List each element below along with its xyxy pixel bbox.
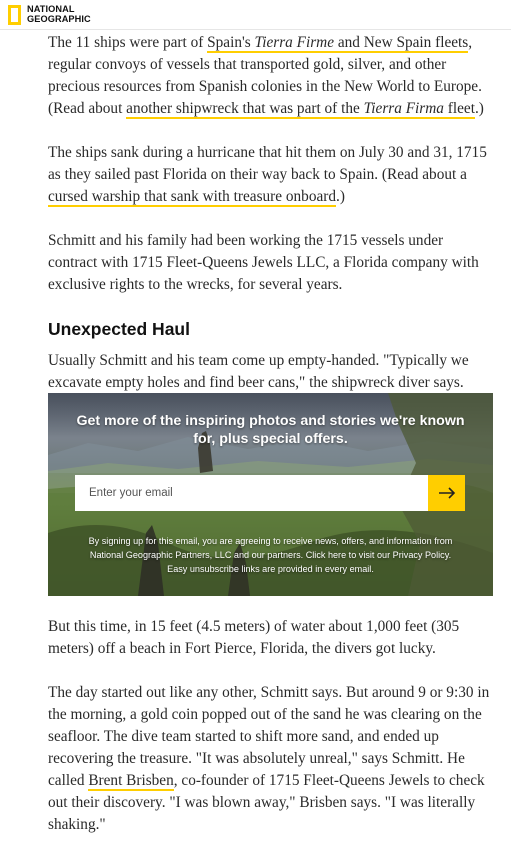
privacy-policy-link[interactable]: Privacy Policy [392, 550, 449, 560]
email-input[interactable] [75, 475, 428, 511]
section-heading: Unexpected Haul [48, 319, 190, 339]
text: , co-founder of 1715 Fleet-Queens Jewels to check out their discovery. "I was blown away," Brisben says. "I was literally shaking." [48, 772, 485, 833]
paragraph-fleets [48, 32, 491, 120]
link-text: fleet [443, 100, 475, 117]
text: By signing up for this email, you are agreeing to receive news, offers, and information from National Geographic Partners, LLC and our partners. Click here to visit our [88, 536, 453, 560]
link-spain-fleets[interactable] [207, 34, 468, 53]
text: The day started out like any other, Schmitt says. But around 9 or 9:30 in the morning, a gold coin popped out of the sand he was clearing on the seafloor. The dive team started to shift more sand, and ended up recovering the treasure. "It was absolutely unreal," says Schmitt. He called [48, 684, 490, 789]
link-text-italic: Tierra Firme [254, 34, 335, 51]
email-signup-form [75, 475, 465, 511]
logo-line-2: GEOGRAPHIC [27, 13, 91, 24]
paragraph-hurricane [48, 142, 491, 208]
link-text: another shipwreck that was part of the [126, 100, 364, 117]
newsletter-signup-promo [48, 393, 493, 596]
article-body-bottom [48, 616, 491, 858]
text: .) [336, 188, 345, 205]
link-brent-brisben[interactable]: Brent Brisben [88, 772, 174, 789]
yellow-border-icon [8, 5, 21, 25]
text: The 11 ships were part of [48, 34, 208, 51]
link-another-shipwreck[interactable] [126, 100, 475, 119]
promo-legal-text [88, 534, 453, 576]
logo-line-1: NATIONAL [27, 4, 75, 14]
link-cursed-warship[interactable]: cursed warship that sank with treasure onboard [48, 188, 337, 205]
text: The ships sank during a hurricane that hit them on July 30 and 31, 1715 as they sailed past Florida on their way back to Spain. (Read about a [48, 144, 487, 183]
paragraph-got-lucky: But this time, in 15 feet (4.5 meters) of water about 1,000 feet (305 meters) off a beach in Fort Pierce, Florida, the divers got lucky. [48, 618, 460, 657]
site-header [0, 0, 511, 30]
natgeo-logo[interactable] [8, 5, 91, 25]
paragraph-gold-coin [48, 682, 491, 836]
paragraph-empty-handed: Usually Schmitt and his team come up empty-handed. "Typically we excavate empty holes and find beer cans," the shipwreck diver says. [48, 352, 469, 391]
submit-email-button[interactable] [428, 475, 465, 511]
text: .) [474, 100, 484, 117]
paragraph-schmitt-family: Schmitt and his family had been working the 1715 vessels under contract with 1715 Fleet-Queens Jewels LLC, a Florida company with exclusive rights to the wrecks, for several years. [48, 232, 479, 293]
link-text: Spain's [207, 34, 255, 51]
promo-headline: Get more of the inspiring photos and stories we're known for, plus special offers. [76, 413, 465, 447]
logo-wordmark [27, 5, 91, 24]
text: , regular convoys of vessels that transported gold, silver, and other precious resources from Spanish colonies in the New World to Europe. (Read about [48, 34, 482, 117]
link-text-italic: Tierra Firma [363, 100, 444, 117]
article-body-top [48, 32, 491, 416]
arrow-right-icon [438, 487, 456, 499]
text: . Easy unsubscribe links are provided in every email. [167, 550, 452, 574]
link-text: and New Spain fleets [334, 34, 469, 51]
